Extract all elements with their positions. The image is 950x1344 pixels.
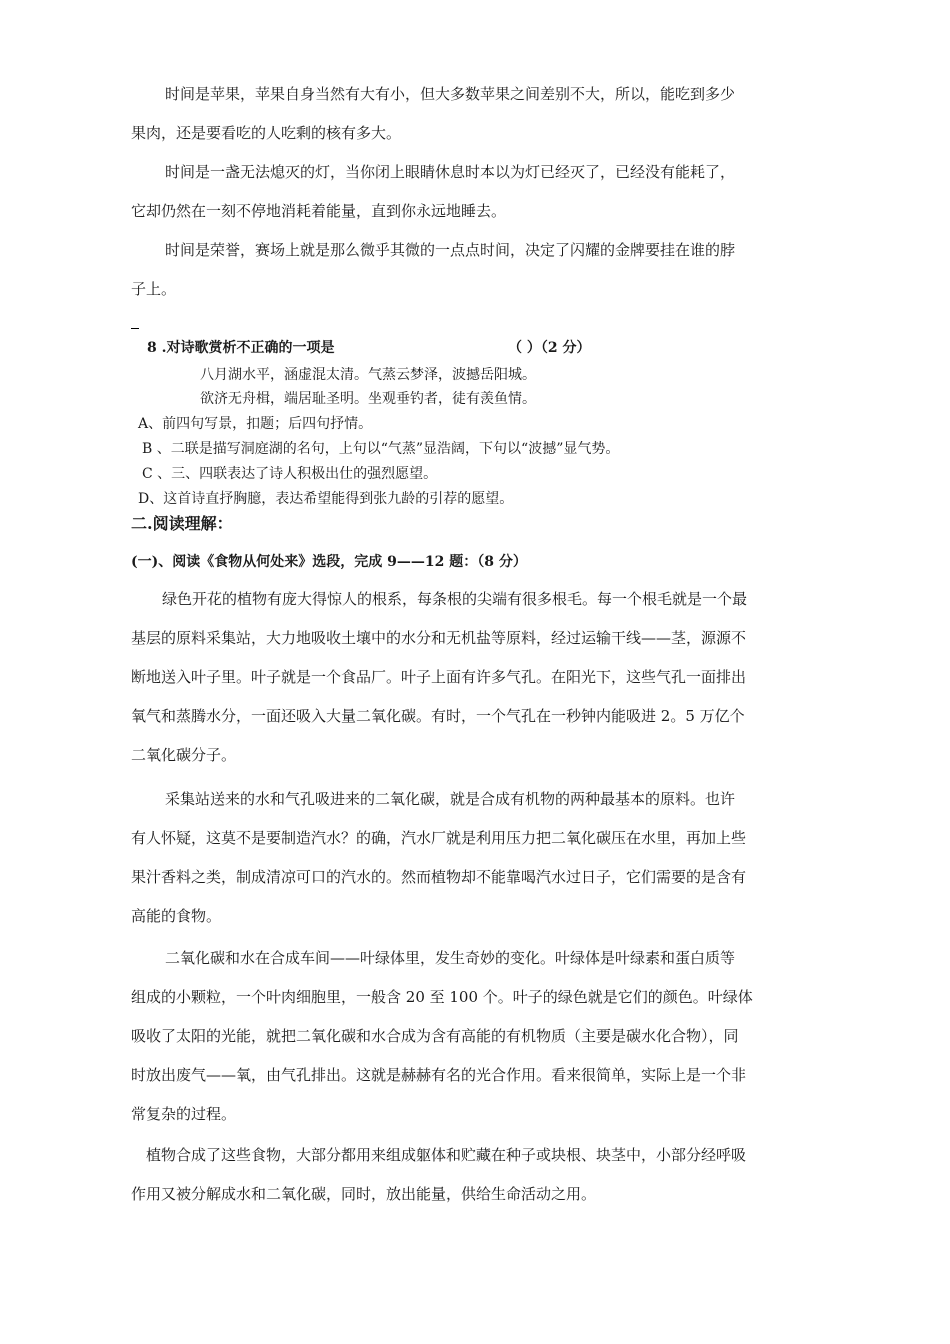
passage-p1-line1: 绿色开花的植物有庞大得惊人的根系，每条根的尖端有很多根毛。每一个根毛就是一个最 xyxy=(162,590,748,608)
passage-p2-line2: 有人怀疑，这莫不是要制造汽水？的确，汽水厂就是利用压力把二氧化碳压在水里，再加上些 xyxy=(131,829,747,847)
passage-p1-line2: 基层的原料采集站，大力地吸收土壤中的水分和无机盐等原料，经过运输干线——茎，源源不 xyxy=(131,629,747,647)
passage-p3-line1: 二氧化碳和水在合成车间——叶绿体里，发生奇妙的变化。叶绿体是叶绿素和蛋白质等 xyxy=(165,949,736,967)
passage-p3-line4: 时放出废气——氧，由气孔排出。这就是赫赫有名的光合作用。看来很简单，实际上是一个非 xyxy=(131,1066,747,1084)
option-d: D、这首诗直抒胸臆，表达希望能得到张九龄的引荐的愿望。 xyxy=(138,491,514,507)
option-b: B 、二联是描写洞庭湖的名句，上句以“气蒸”显浩阔，下句以“波撼”显气势。 xyxy=(142,441,620,457)
passage-p1-line5: 二氧化碳分子。 xyxy=(131,746,237,764)
essay-p1-line1: 时间是苹果，苹果自身当然有大有小，但大多数苹果之间差别不大，所以，能吃到多少 xyxy=(165,85,736,103)
option-a: A、前四句写景，扣题；后四句抒情。 xyxy=(138,416,373,432)
section-2-subtitle: (一)、阅读《食物从何处来》选段，完成 9——12 题：（8 分） xyxy=(131,554,527,570)
passage-p2-line1: 采集站送来的水和气孔吸进来的二氧化碳，就是合成有机物的两种最基本的原料。也许 xyxy=(165,790,736,808)
poem-line-2: 欲济无舟楫，端居耻圣明。坐观垂钓者，徒有羡鱼情。 xyxy=(200,391,536,407)
passage-p1-line3: 断地送入叶子里。叶子就是一个食品厂。叶子上面有许多气孔。在阳光下，这些气孔一面排出 xyxy=(131,668,747,686)
passage-p4-line2: 作用又被分解成水和二氧化碳，同时，放出能量，供给生命活动之用。 xyxy=(131,1185,597,1203)
poem-line-1: 八月湖水平，涵虚混太清。气蒸云梦泽，波撼岳阳城。 xyxy=(200,367,536,383)
passage-p2-line3: 果汁香料之类，制成清凉可口的汽水的。然而植物却不能靠喝汽水过日子，它们需要的是含有 xyxy=(131,868,747,886)
passage-p2-line4: 高能的食物。 xyxy=(131,907,222,925)
passage-p1-line4: 氧气和蒸腾水分，一面还吸入大量二氧化碳。有时，一个气孔在一秒钟内能吸进 2。5 万亿个 xyxy=(131,707,745,725)
passage-p4-line1: 植物合成了这些食物，大部分都用来组成躯体和贮藏在种子或块根、块茎中，小部分经呼吸 xyxy=(146,1146,747,1164)
passage-p3-line5: 常复杂的过程。 xyxy=(131,1105,237,1123)
essay-p2-line1: 时间是一盏无法熄灭的灯，当你闭上眼睛休息时本以为灯已经灭了，已经没有能耗了， xyxy=(165,163,736,181)
essay-p1-line2: 果肉，还是要看吃的人吃剩的核有多大。 xyxy=(131,124,402,142)
essay-p3-line2: 子上。 xyxy=(131,280,177,298)
essay-p3-line1: 时间是荣誉，赛场上就是那么微乎其微的一点点时间，决定了闪耀的金牌要挂在谁的脖 xyxy=(165,241,736,259)
question-8-answer-blank: （ ）（2 分） xyxy=(508,340,591,356)
question-8-stem: 8 .对诗歌赏析不正确的一项是 xyxy=(147,340,335,356)
essay-p2-line2: 它却仍然在一刻不停地消耗着能量，直到你永远地睡去。 xyxy=(131,202,507,220)
passage-p3-line2: 组成的小颗粒，一个叶肉细胞里，一般含 20 至 100 个。叶子的绿色就是它们的颜色。叶绿体 xyxy=(131,988,753,1006)
section-2-title: 二.阅读理解： xyxy=(131,514,233,533)
option-c: C 、三、四联表达了诗人积极出仕的强烈愿望。 xyxy=(142,466,438,482)
passage-p3-line3: 吸收了太阳的光能，就把二氧化碳和水合成为含有高能的有机物质（主要是碳水化合物），同 xyxy=(131,1027,739,1045)
underline-marker xyxy=(131,328,139,329)
